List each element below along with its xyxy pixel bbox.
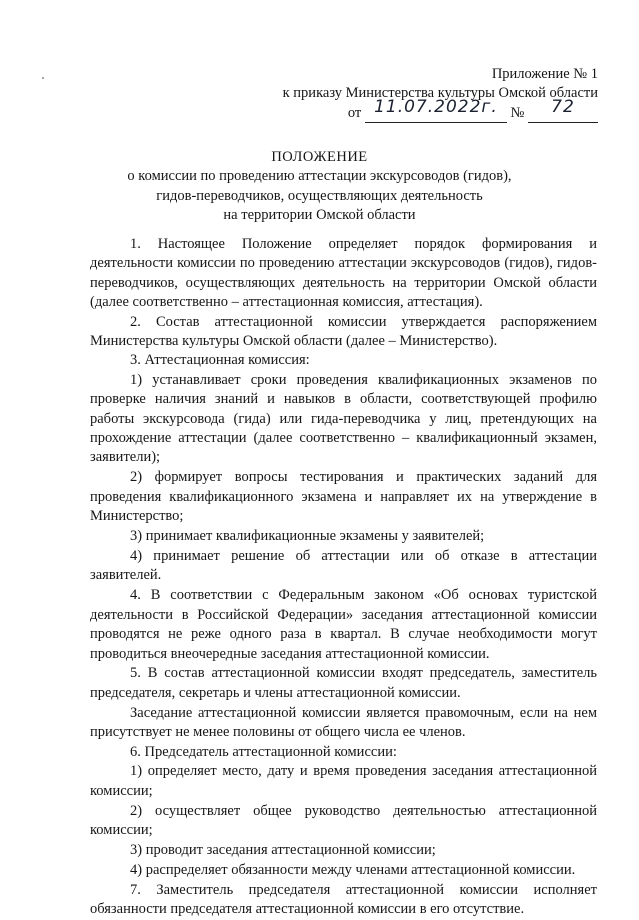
paragraph: 3) проводит заседания аттестационной комиссии; (130, 842, 436, 859)
appendix-order-ref: к приказу Министерства культуры Омской области (282, 85, 598, 101)
title-line-2: гидов-переводчиков, осуществляющих деятельность (156, 187, 483, 204)
paragraph: 3. Аттестационная комиссия: (130, 352, 310, 369)
paragraph: 1. Настоящее Положение определяет порядок формирования и деятельности комиссии по проведению аттестации экскурсоводов (гидов), гидов-переводчиков, осуществляющих деятельность на территории Омской области (далее соответственно – аттестационная комиссия, аттестация). (90, 236, 597, 311)
document-title (0, 148, 639, 225)
paragraph: 4) принимает решение об аттестации или об отказе в аттестации заявителей. (90, 548, 597, 584)
order-date-number (283, 97, 598, 123)
paragraph: 2) формирует вопросы тестирования и практических заданий для проведения квалификационного экзамена и направляет их на утверждение в Министерство; (90, 469, 597, 525)
number-prefix: № (510, 105, 525, 121)
paragraph: 4. В соответствии с Федеральным законом «Об основах туристской деятельности в Российской Федерации» заседания аттестационной комиссии проводятся не реже одного раза в квартал. В случае необходимости могут проводиться внеочередные заседания аттестационной комиссии. (90, 587, 597, 662)
paragraph: 4) распределяет обязанности между членами аттестационной комиссии. (130, 862, 576, 878)
paragraph: 2) осуществляет общее руководство деятельностью аттестационной комиссии; (90, 802, 597, 839)
paragraph: 3) принимает квалификационные экзамены у заявителей; (130, 528, 485, 545)
paragraph: Заседание аттестационной комиссии является правомочным, если на нем присутствует не менее половины от общего числа ее членов. (90, 704, 597, 741)
date-prefix: от (347, 105, 362, 121)
scan-speck (42, 77, 44, 79)
order-date-field (365, 97, 507, 123)
order-number-field (528, 97, 598, 123)
appendix-number: Приложение № 1 (491, 66, 598, 82)
title-heading: ПОЛОЖЕНИЕ (271, 149, 368, 165)
paragraph: 6. Председатель аттестационной комиссии: (130, 743, 397, 760)
order-number-handwritten: 72 (551, 97, 575, 117)
paragraph: 2. Состав аттестационной комиссии утверждается распоряжением Министерства культуры Омской области (далее – Министерство). (90, 313, 597, 350)
title-line-1: о комиссии по проведению аттестации экскурсоводов (гидов), (127, 168, 512, 185)
paragraph: 5. В состав аттестационной комиссии входят председатель, заместитель председателя, секретарь и члены аттестационной комиссии. (90, 665, 597, 701)
paragraph: 1) устанавливает сроки проведения квалификационных экзаменов по проверке наличия знаний и навыков в области, соответствующей профилю работы экскурсовода (гида) или гида-переводчика у лиц, претендующих на прохождение аттестации (далее соответственно – квалификационный экзамен, заявители); (90, 371, 597, 466)
order-date-handwritten: 11.07.2022г. (374, 97, 498, 117)
paragraph: 7. Заместитель председателя аттестационной комиссии исполняет обязанности председателя аттестационной комиссии в его отсутствие. (90, 881, 597, 918)
document-body (90, 235, 597, 920)
appendix-header (283, 65, 598, 123)
paragraph: 1) определяет место, дату и время проведения заседания аттестационной комиссии; (90, 763, 597, 799)
title-line-3: на территории Омской области (223, 206, 416, 223)
